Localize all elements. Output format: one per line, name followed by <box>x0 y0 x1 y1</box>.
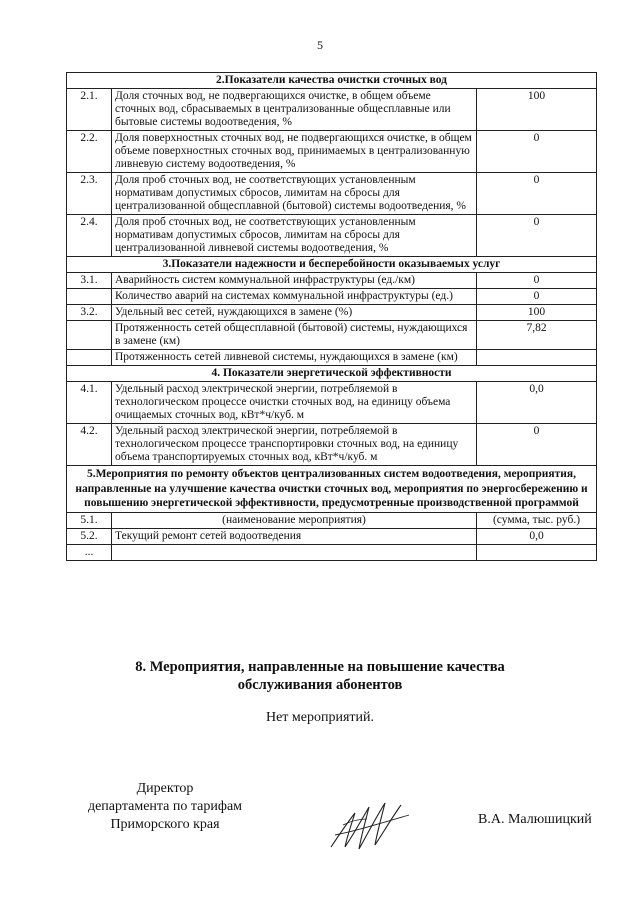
row-number <box>67 289 112 305</box>
row-description: Удельный расход электрической энергии, потребляемой в технологическом процессе транспортировки сточных вод, на единицу объема транспортируемых сточных вод, кВт*ч/куб. м <box>112 424 477 466</box>
section-header-row <box>67 466 597 513</box>
section-8-heading-line2: обслуживания абонентов <box>237 677 403 693</box>
table-row <box>67 131 597 173</box>
row-number: 5.1. <box>67 512 112 528</box>
table-row <box>67 289 597 305</box>
section-8-heading-line1: 8. Мероприятия, направленные на повышение качества <box>135 659 505 675</box>
row-description: Протяженность сетей ливневой системы, нуждающихся в замене (км) <box>112 350 477 366</box>
row-number: 3.1. <box>67 273 112 289</box>
row-description: Удельный расход электрической энергии, потребляемой в технологическом процессе очистки сточных вод, на единицу объема очищаемых сточных вод, кВт*ч/куб. м <box>112 382 477 424</box>
row-description: Доля проб сточных вод, не соответствующих установленным нормативам допустимых сбросов, лимитам на сбросы для централизованной ливневой системы водоотведения, % <box>112 215 477 257</box>
row-description: (наименование мероприятия) <box>112 512 477 528</box>
row-description: Протяженность сетей общесплавной (бытовой) системы, нуждающихся в замене (км) <box>112 321 477 350</box>
row-value: 100 <box>477 305 597 321</box>
row-description: Удельный вес сетей, нуждающихся в замене (%) <box>112 305 477 321</box>
table-row <box>67 215 597 257</box>
row-number <box>67 321 112 350</box>
section-header-row <box>67 257 597 273</box>
table-row <box>67 173 597 215</box>
table-row <box>67 89 597 131</box>
signer-title-line2: департамента по тарифам <box>87 799 243 814</box>
row-number: ... <box>67 544 112 560</box>
section-header-row <box>67 366 597 382</box>
section-title: 3.Показатели надежности и бесперебойности оказываемых услуг <box>67 257 597 273</box>
table-row <box>67 273 597 289</box>
row-value: 0 <box>477 131 597 173</box>
row-description: Количество аварий на системах коммунальной инфраструктуры (ед.) <box>112 289 477 305</box>
row-value: 0 <box>477 273 597 289</box>
row-value: 0 <box>477 424 597 466</box>
row-number: 2.3. <box>67 173 112 215</box>
row-value: 100 <box>477 89 597 131</box>
table-row <box>67 544 597 560</box>
row-value <box>477 350 597 366</box>
handwritten-signature <box>325 795 415 855</box>
table-row <box>67 321 597 350</box>
row-number: 2.1. <box>67 89 112 131</box>
signer-name: В.А. Малюшицкий <box>478 812 592 827</box>
row-number: 3.2. <box>67 305 112 321</box>
row-description: Доля сточных вод, не подвергающихся очистке, в общем объеме сточных вод, сбрасываемых в централизованные общесплавные или бытовые системы водоотведения, % <box>112 89 477 131</box>
row-description: Доля проб сточных вод, не соответствующих установленным нормативам допустимых сбросов, лимитам на сбросы для централизованной общесплавной (бытовой) системы водоотведения, % <box>112 173 477 215</box>
row-description: Текущий ремонт сетей водоотведения <box>112 528 477 544</box>
section-8-heading <box>0 658 640 694</box>
row-number: 5.2. <box>67 528 112 544</box>
section-8-body: Нет мероприятий. <box>265 710 375 725</box>
section-header-row <box>67 73 597 89</box>
row-description <box>112 544 477 560</box>
table-row <box>67 528 597 544</box>
row-value: 0,0 <box>477 528 597 544</box>
row-value: 0,0 <box>477 382 597 424</box>
section-title: 4. Показатели энергетической эффективности <box>67 366 597 382</box>
table-row <box>67 424 597 466</box>
row-description: Доля поверхностных сточных вод, не подвергающихся очистке, в общем объеме поверхностных сточных вод, принимаемых в централизованную ливневую систему водоотведения, % <box>112 131 477 173</box>
table-row <box>67 305 597 321</box>
row-value: 0 <box>477 289 597 305</box>
row-number: 4.1. <box>67 382 112 424</box>
row-value: 0 <box>477 215 597 257</box>
row-number: 2.4. <box>67 215 112 257</box>
page-number: 5 <box>317 38 323 52</box>
table-row <box>67 512 597 528</box>
row-value: (сумма, тыс. руб.) <box>477 512 597 528</box>
row-number <box>67 350 112 366</box>
row-number: 2.2. <box>67 131 112 173</box>
section-title: 5.Мероприятия по ремонту объектов централизованных систем водоотведения, мероприятия, направленные на улучшение качества очистки сточных вод, мероприятия по энергосбережению и повышению энергетической эффективности, предусмотренные производственной программой <box>67 466 597 513</box>
section-title: 2.Показатели качества очистки сточных вод <box>67 73 597 89</box>
signer-title-line3: Приморского края <box>110 817 220 832</box>
signer-title-line1: Директор <box>136 781 194 796</box>
row-value <box>477 544 597 560</box>
row-description: Аварийность систем коммунальной инфраструктуры (ед./км) <box>112 273 477 289</box>
table-row <box>67 350 597 366</box>
signer-title <box>70 780 260 834</box>
row-value: 0 <box>477 173 597 215</box>
indicators-table <box>66 72 597 561</box>
row-value: 7,82 <box>477 321 597 350</box>
table-row <box>67 382 597 424</box>
row-number: 4.2. <box>67 424 112 466</box>
